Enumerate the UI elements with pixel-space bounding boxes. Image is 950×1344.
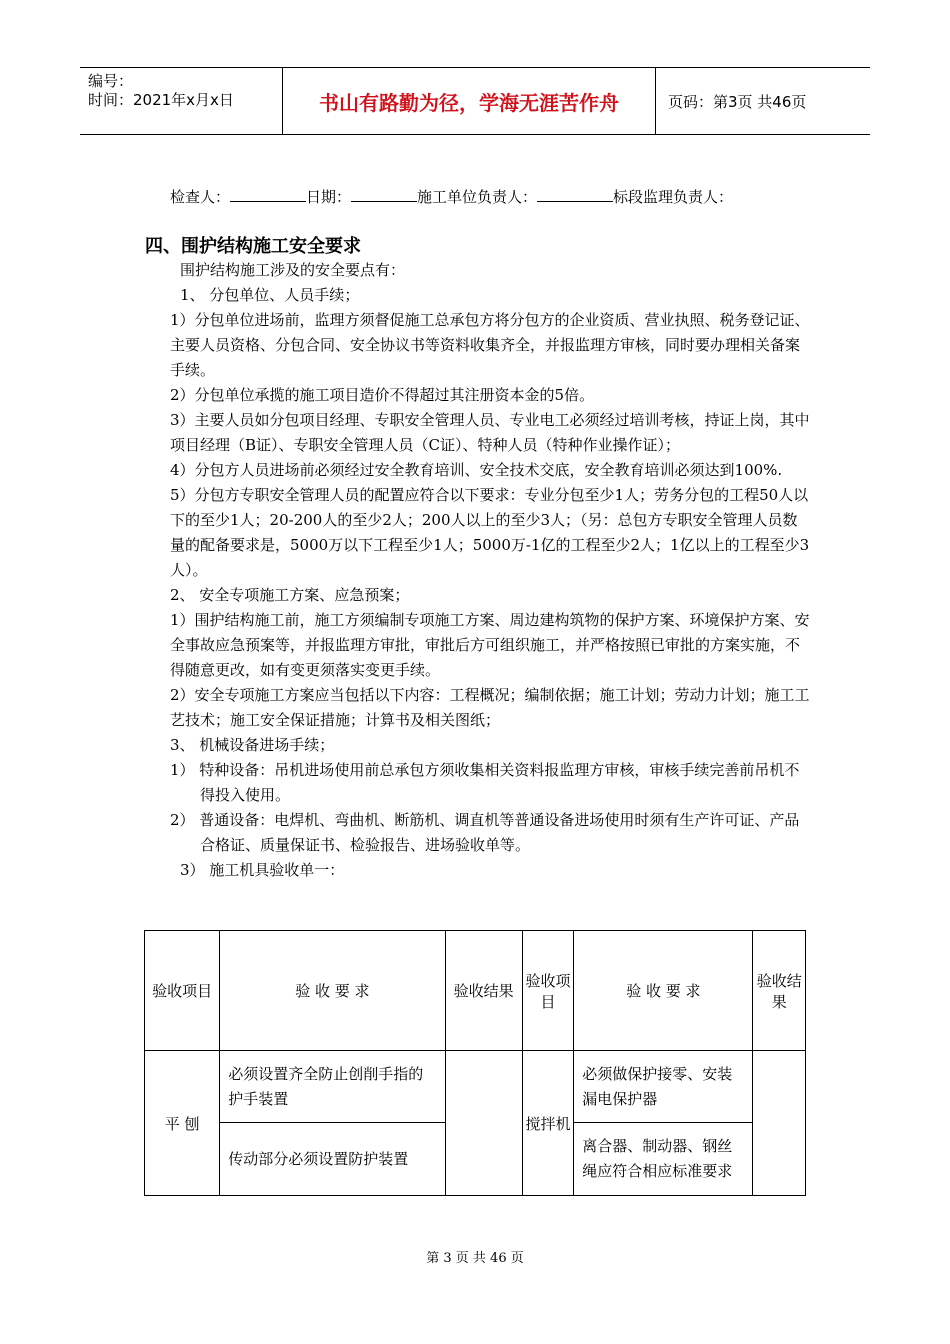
page-footer: 第 3 页 共 46 页: [426, 1251, 524, 1266]
date-label: 日期：: [306, 188, 352, 206]
paragraph: 3） 施工机具验收单一：: [180, 861, 345, 879]
unit-head-blank: [537, 187, 613, 202]
paragraph: 围护结构施工涉及的安全要点有：: [180, 261, 406, 279]
acceptance-table: [144, 930, 806, 1196]
paragraph: 1） 特种设备：吊机进场使用前总承包方须收集相关资料报监理方审核，审核手续完善前吊机不得投入使用。: [170, 761, 800, 804]
table-row: [145, 1051, 806, 1123]
inspector-label: 检查人：: [170, 188, 231, 206]
paragraph: 5）分包方专职安全管理人员的配置应符合以下要求：专业分包至少1人；劳务分包的工程50人以下的至少1人；20-200人的至少2人；200人以上的至少3人；（另：总包方专职安全管理人员数量的配备要求是，5000万以下工程至少1人；5000万-1亿的工程至少2人；1亿以上的工程至少3人）。: [170, 486, 810, 579]
paragraph: 3、 机械设备进场手续；: [170, 736, 335, 754]
inspection-line: [170, 186, 733, 207]
time-label: 时间：2021年x月x日: [88, 91, 234, 109]
paragraph: 1）围护结构施工前，施工方须编制专项施工方案、周边建构筑物的保护方案、环境保护方案、安全事故应急预案等，并报监理方审批，审批后方可组织施工，并严格按照已审批的方案实施，不得随意更改，如有变更须落实变更手续。: [170, 611, 810, 679]
result-cell[interactable]: [445, 1051, 522, 1196]
paragraph: 2）分包单位承揽的施工项目造价不得超过其注册资本金的5倍。: [170, 386, 595, 404]
section-body: [170, 258, 810, 883]
paragraph: 1）分包单位进场前，监理方须督促施工总承包方将分包方的企业资质、营业执照、税务登记证、主要人员资格、分包合同、安全协议书等资料收集齐全，并报监理方审核，同时要办理相关备案手续。: [170, 311, 810, 379]
header-meta: [80, 68, 283, 134]
paragraph: 2、 安全专项施工方案、应急预案；: [170, 586, 410, 604]
inspector-blank: [230, 187, 306, 202]
paragraph: 1、 分包单位、人员手续；: [180, 286, 360, 304]
requirement-cell: 离合器、制动器、钢丝绳应符合相应标准要求: [574, 1123, 753, 1196]
page-header: [80, 67, 870, 135]
number-label: 编号：: [88, 72, 134, 90]
paragraph: 4）分包方人员进场前必须经过安全教育培训、安全技术交底，安全教育培训必须达到100%.: [170, 461, 783, 479]
requirement-cell: 必须设置齐全防止创削手指的护手装置: [220, 1051, 445, 1123]
paragraph: 2） 普通设备：电焊机、弯曲机、断筋机、调直机等普通设备进场使用时须有生产许可证、产品合格证、质量保证书、检验报告、进场验收单等。: [170, 811, 800, 854]
header-cell: 验收项目: [522, 931, 574, 1051]
paragraph: 3）主要人员如分包项目经理、专职安全管理人员、专业电工必须经过培训考核，持证上岗，其中项目经理（B证）、专职安全管理人员（C证）、特种人员（特种作业操作证）；: [170, 411, 810, 454]
requirement-cell: 传动部分必须设置防护装置: [220, 1123, 445, 1196]
header-cell: 验 收 要 求: [574, 931, 753, 1051]
header-page-info: 页码：第3页 共46页: [668, 92, 807, 111]
header-motto: 书山有路勤为径，学海无涯苦作舟: [283, 68, 656, 134]
supervisor-label: 标段监理负责人：: [613, 188, 734, 206]
header-cell: 验 收 要 求: [220, 931, 445, 1051]
item-cell: 搅拌机: [522, 1051, 574, 1196]
unit-head-label: 施工单位负责人：: [417, 188, 538, 206]
paragraph: 2）安全专项施工方案应当包括以下内容：工程概况；编制依据；施工计划；劳动力计划；施工工艺技术；施工安全保证措施；计算书及相关图纸；: [170, 686, 810, 729]
requirement-cell: 必须做保护接零、安装漏电保护器: [574, 1051, 753, 1123]
section-title: 四、围护结构施工安全要求: [145, 236, 361, 257]
table-header-row: [145, 931, 806, 1051]
result-cell[interactable]: [753, 1051, 806, 1196]
item-cell: 平 刨: [145, 1051, 220, 1196]
header-cell: 验收结果: [445, 931, 522, 1051]
date-blank: [351, 187, 417, 202]
header-cell: 验收项目: [145, 931, 220, 1051]
header-cell: 验收结果: [753, 931, 806, 1051]
